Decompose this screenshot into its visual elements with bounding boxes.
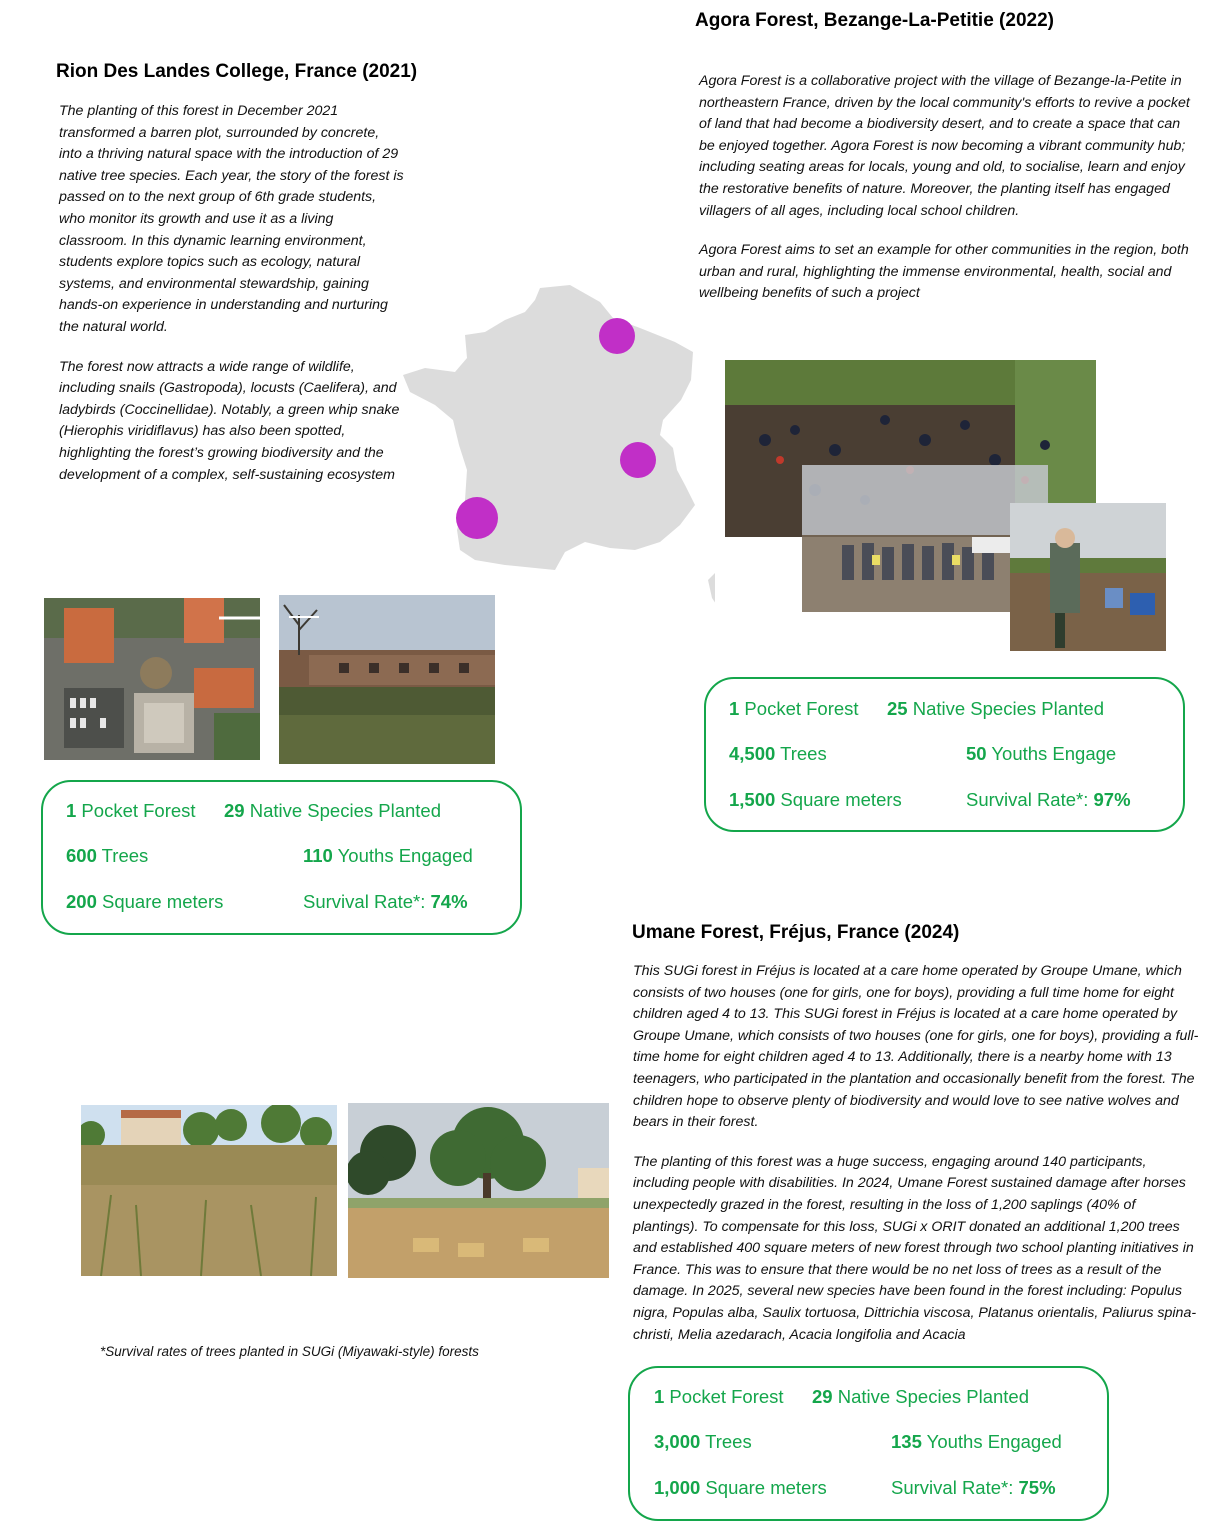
marker-agora [599,318,635,354]
rion-stat-youths: 110 Youths Engaged [303,845,473,866]
rion-field-photo [279,595,495,764]
corsica-shape [708,280,715,610]
rion-title: Rion Des Landes College, France (2021) [56,61,418,82]
rion-paragraph-1: The planting of this forest in December 2021 transformed a barren plot, surrounded by concrete, into a thriving natural space with the introduction of 29 native tree species. Each year, the story of the forest is passed on to the next group of 6th grade students, who monitor its growth and use it as a living classroom. In this dynamic learning environment, students explore topics such as ecology, natural systems, and environmental stewardship, gaining hands-on experience in understanding and nurturing the natural world. [59,103,404,335]
agora-description [699,71,1199,323]
agora-paragraph-1: Agora Forest is a collaborative project with the village of Bezange-la-Petite in northeastern France, driven by the local community's efforts to revive a pocket of land that had become a biodiversity desert, and to create a space that can be enjoyed together. Agora Forest is now becoming a vibrant community hub; including seating areas for locals, young and old, to socialise, learn and enjoy the restorative benefits of nature. Moreover, the planting itself has engaged villagers of all ages, including local school children. [699,73,1190,219]
agora-stats-box [704,677,1185,832]
umane-paragraph-2: The planting of this forest was a huge success, engaging around 140 participants, including people with disabilities. In 2024, Umane Forest sustained damage after horses unexpectedly grazed in the forest, resulting in the loss of 1,200 saplings (40% of plantings). To compensate for this loss, SUGi x ORIT donated an additional 1,200 trees and established 400 square meters of new forest through two school planting initiatives in France. This was to ensure that there would be no net loss of trees as a result of the damage. In 2025, several new species have been found in the forest including: Populus nigra, Populas alba, Saulix tortuosa, Dittrichia viscosa, Platanus orientalis, Paliurus spina-christi, Melia azedarach, Acacia longifolia and Acacia [633,1153,1197,1343]
marker-rion [456,497,498,539]
umane-description [633,961,1203,1364]
france-mainland-shape [403,285,695,570]
umane-paragraph-1: This SUGi forest in Fréjus is located at a care home operated by Groupe Umane, which consists of two houses (one for girls, one for boys), providing a full time home for eight children aged 4 to 13. This SUGi forest in Fréjus is located at a care home operated by Groupe Umane, which consists of two houses (one for girls, one for boys), providing a full-time home for eight children aged 4 to 13. Additionally, there is a nearby home with 13 teenagers, who participated in the plantation and occasionally benefit from the forest. The children hope to observe plenty of biodiversity and would love to see native wolves and bears in their forest. [633,963,1199,1131]
agora-stat-youths: 50 Youths Engage [966,743,1117,764]
agora-stat-pocket: 1 Pocket Forest [729,698,859,719]
rion-stat-survival: Survival Rate*: 74% [303,891,468,912]
marker-umane [620,442,656,478]
survival-footnote: *Survival rates of trees planted in SUGi (Miyawaki-style) forests [100,1344,479,1359]
agora-paragraph-2: Agora Forest aims to set an example for other communities in the region, both urban and rural, highlighting the immense environmental, health, social and wellbeing benefits of such a project [699,242,1189,302]
umane-stat-trees: 3,000 Trees [654,1431,752,1452]
umane-stat-pocket: 1 Pocket Forest [654,1386,784,1407]
agora-stat-species: 25 Native Species Planted [887,698,1104,719]
rion-stat-trees: 600 Trees [66,845,149,866]
rion-stat-area: 200 Square meters [66,891,224,912]
rion-paragraph-2: The forest now attracts a wide range of wildlife, including snails (Gastropoda), locusts (Caelifera), and ladybirds (Coccinellidae). Notably, a green whip snake (Hierophis viridiflavus) has also been spotted, highlighting the forest’s growing biodiversity and the development of a complex, self-sustaining ecosystem [59,358,400,483]
agora-children-photo [1010,503,1166,651]
umane-stat-survival: Survival Rate*: 75% [891,1477,1056,1498]
umane-title: Umane Forest, Fréjus, France (2024) [632,922,960,943]
agora-stat-area: 1,500 Square meters [729,789,902,810]
rion-description [59,101,404,504]
umane-stat-species: 29 Native Species Planted [812,1386,1029,1407]
umane-meadow-photo [81,1105,337,1276]
agora-title: Agora Forest, Bezange-La-Petitie (2022) [695,10,1054,31]
rion-stat-species: 29 Native Species Planted [224,800,441,821]
france-map [395,280,715,615]
umane-stat-area: 1,000 Square meters [654,1477,827,1498]
agora-stat-survival: Survival Rate*: 97% [966,789,1131,810]
rion-stat-pocket: 1 Pocket Forest [66,800,196,821]
umane-stat-youths: 135 Youths Engaged [891,1431,1062,1452]
rion-stats-box [41,780,522,935]
rion-aerial-photo [44,598,260,760]
agora-stat-trees: 4,500 Trees [729,743,827,764]
umane-stats-box [628,1366,1109,1521]
umane-tree-photo [348,1103,609,1278]
